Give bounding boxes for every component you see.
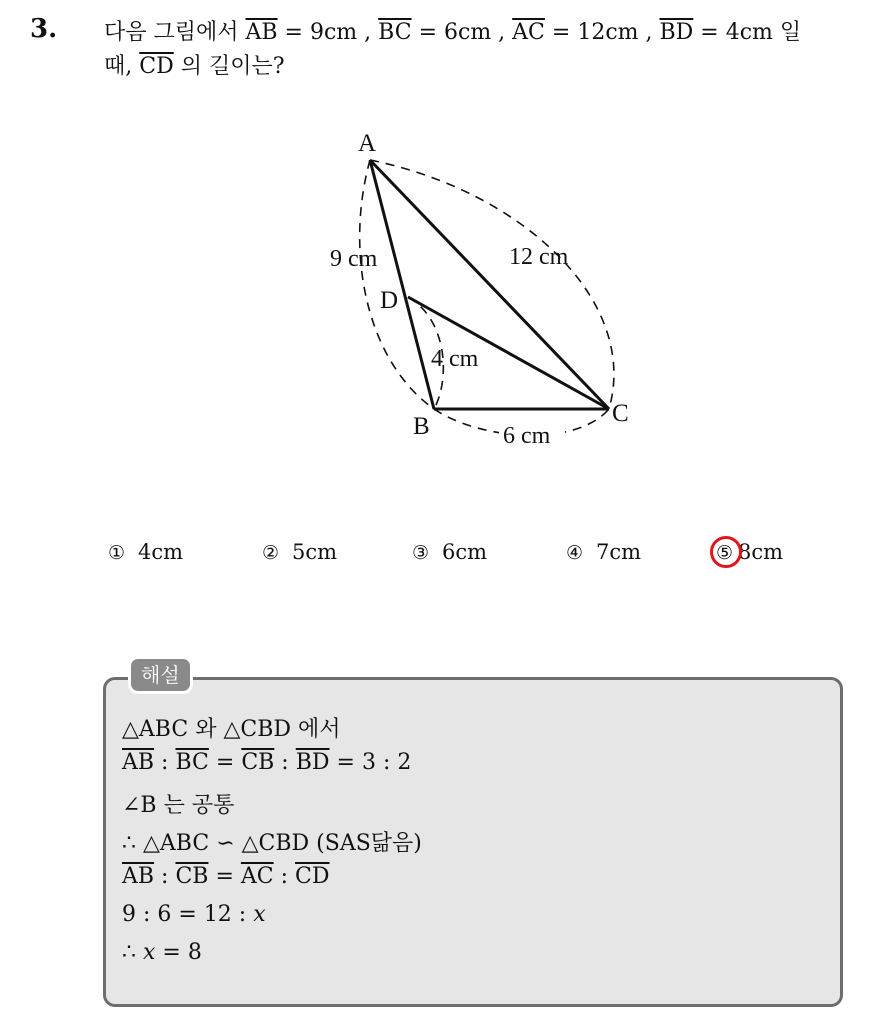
choice-2[interactable] <box>262 540 337 564</box>
question-number: 3. <box>30 14 58 44</box>
edge-ac <box>370 160 609 409</box>
choice-text: 6cm <box>442 540 488 564</box>
text: 의 길이는? <box>173 54 285 79</box>
segment-bc: $\overline{BC}$ <box>378 20 412 45</box>
choice-text: 5cm <box>292 540 338 564</box>
choice-text: 4cm <box>138 540 184 564</box>
point-d-label: D <box>380 287 399 314</box>
solution-line-7: ∴ x = 8 <box>122 940 202 965</box>
choice-text: 7cm <box>596 540 642 564</box>
text: 다음 그림에서 <box>104 20 246 45</box>
text: = 9cm , <box>277 20 379 45</box>
point-c-label: C <box>612 400 629 427</box>
point-a-label: A <box>358 130 377 157</box>
choice-5[interactable] <box>716 540 783 564</box>
edge-ab <box>370 160 434 409</box>
answer-circle-mark <box>710 536 742 568</box>
solution-tag: 해설 <box>128 656 193 694</box>
solution-line-5: $\overline{AB}$ : $\overline{CB} = \overline{AC}$ : $\overline{CD}$ <box>122 864 330 889</box>
solution-line-1: △ABC 와 △CBD 에서 <box>122 717 341 742</box>
solution-line-3: ∠B 는 공통 <box>122 793 235 818</box>
choice-mark: ④ <box>566 542 584 564</box>
choice-4[interactable] <box>566 540 641 564</box>
text: = 4cm 일 <box>693 20 802 45</box>
segment-ab: $\overline{AB}$ <box>245 20 278 45</box>
label-bc-length: 6 cm <box>503 423 551 449</box>
choice-1[interactable] <box>108 540 183 564</box>
segment-bd: $\overline{BD}$ <box>659 20 694 45</box>
label-ab-length: 9 cm <box>330 246 378 272</box>
choice-mark: ① <box>108 542 126 564</box>
choice-3[interactable] <box>412 540 487 564</box>
choice-mark: ② <box>262 542 280 564</box>
choice-mark: ③ <box>412 542 430 564</box>
segment-cd: $\overline{CD}$ <box>139 54 174 79</box>
text: = 6cm , <box>411 20 513 45</box>
point-b-label: B <box>413 413 430 440</box>
text: = 12cm , <box>544 20 660 45</box>
segment-ac: $\overline{AC}$ <box>512 20 545 45</box>
arc-ab <box>360 160 434 409</box>
solution-line-6: 9 : 6 = 12 : x <box>122 902 266 927</box>
choice-mark: ⑤ <box>716 542 738 564</box>
solution-line-4: ∴ △ABC ∽ △CBD (SAS닮음) <box>122 831 422 856</box>
label-ac-length: 12 cm <box>509 244 569 270</box>
choice-text: 8cm <box>738 540 784 564</box>
label-bd-length: 4 cm <box>431 346 479 372</box>
text: 때, <box>104 54 140 79</box>
solution-line-2: $\overline{AB}$ : $\overline{BC} = \overline{CB}$ : $\overline{BD} = 3$ : 2 <box>122 750 412 775</box>
triangle-edges <box>370 160 609 409</box>
